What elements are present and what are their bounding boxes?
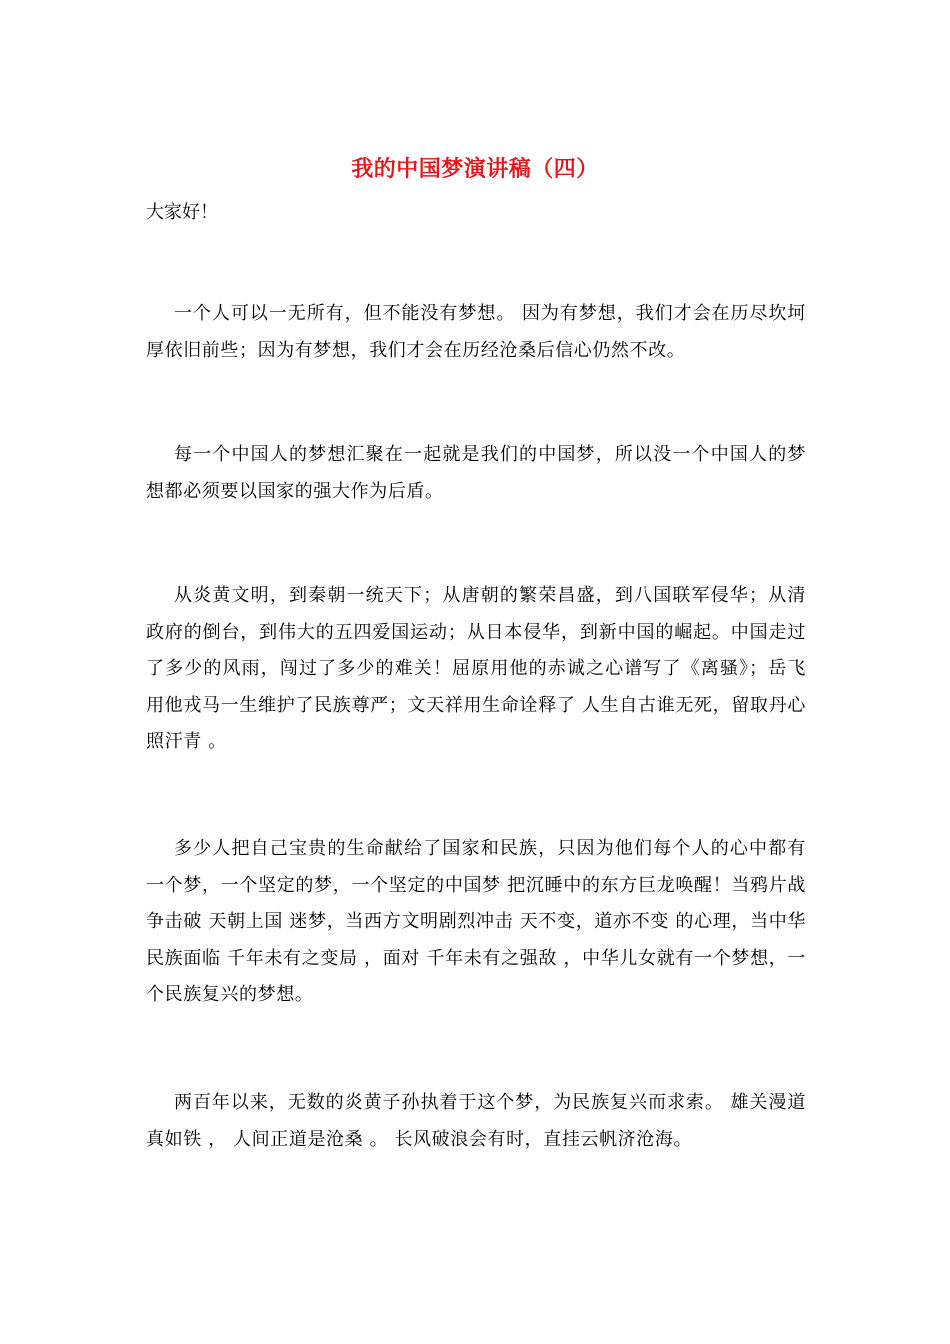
document-title: 我的中国梦演讲稿（四） bbox=[351, 156, 599, 182]
paragraph-3: 从炎黄文明，到秦朝一统天下；从唐朝的繁荣昌盛，到八国联军侵华；从清政府的倒台，到伟大的五四爱国运动；从日本侵华，到新中国的崛起。中国走过了多少的风雨，闯过了多少的难关！屈原用他的赤诚之心谱写了《离骚》；岳飞用他戎马一生维护了民族尊严；文天祥用生命诠释了 人生自古谁无死，留取丹心照汗青 。 bbox=[146, 585, 806, 752]
paragraph-4: 多少人把自己宝贵的生命献给了国家和民族，只因为他们每个人的心中都有一个梦，一个坚定的梦，一个坚定的中国梦 把沉睡中的东方巨龙唤醒！当鸦片战争击破 天朝上国 迷梦，当西方文明剧烈冲击 天不变，道亦不变 的心理，当中华民族面临 千年未有之变局 ，面对 千年未有之强敌 ，中华儿女就有一个梦想，一个民族复兴的梦想。 bbox=[146, 838, 806, 1005]
paragraph-5: 两百年以来，无数的炎黄子孙执着于这个梦，为民族复兴而求索。 雄关漫道真如铁 ， 人间正道是沧桑 。 长风破浪会有时，直挂云帆济沧海。 bbox=[146, 1092, 806, 1150]
paragraph-2: 每一个中国人的梦想汇聚在一起就是我们的中国梦，所以没一个中国人的梦想都必须要以国家的强大作为后盾。 bbox=[146, 444, 806, 502]
paragraph-1: 一个人可以一无所有，但不能没有梦想。 因为有梦想，我们才会在历尽坎坷厚依旧前些；因为有梦想，我们才会在历经沧桑后信心仍然不改。 bbox=[146, 303, 806, 361]
greeting-text: 大家好！ bbox=[146, 202, 218, 223]
